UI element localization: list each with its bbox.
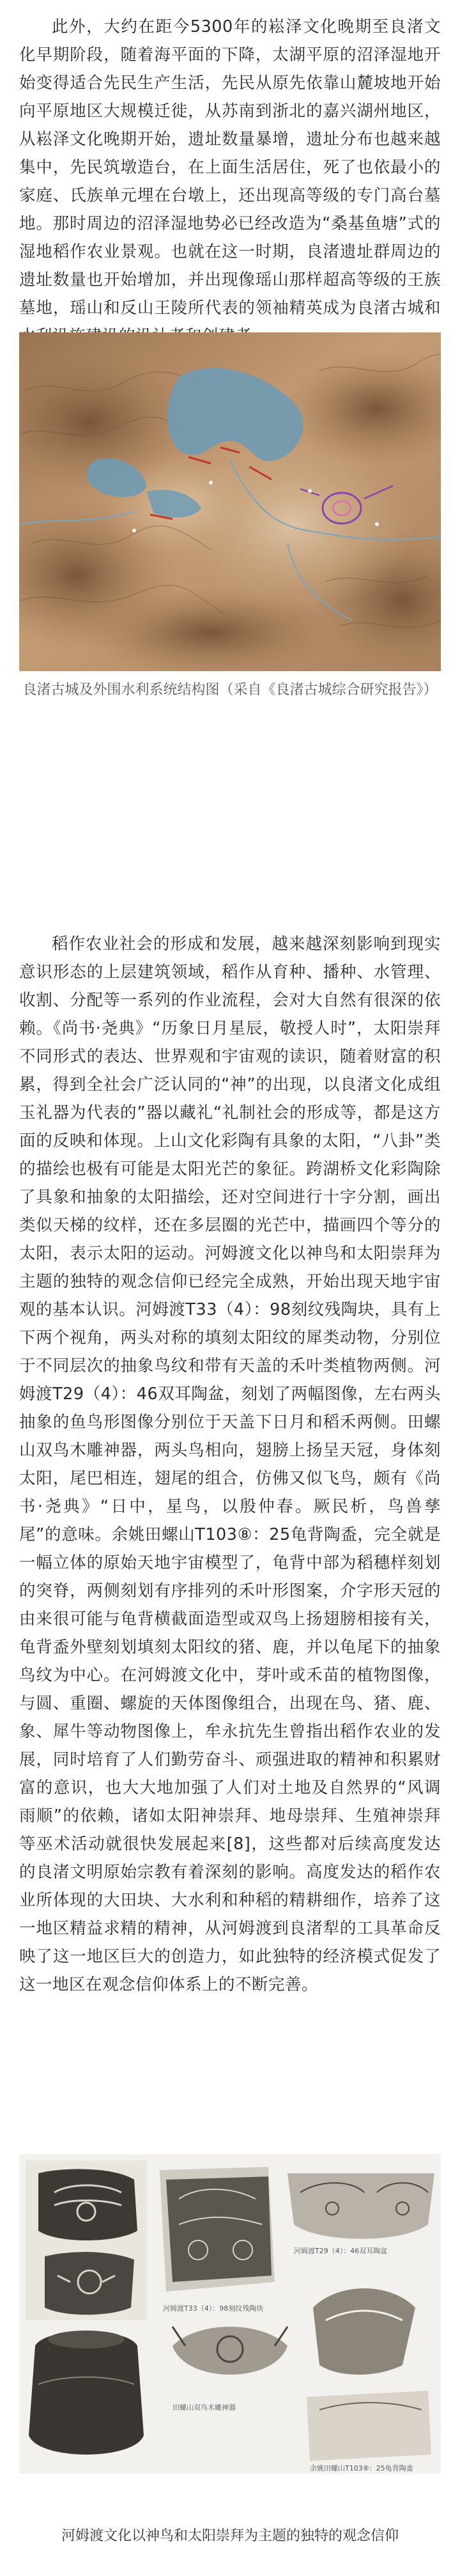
svg-text:余姚田螺山T103⑧：25龟背陶盉: 余姚田螺山T103⑧：25龟背陶盉	[310, 2464, 413, 2472]
artifacts-collage-graphic	[19, 2154, 441, 2474]
terrain-map-graphic	[19, 332, 441, 671]
hemudu-artifacts-image	[19, 2154, 441, 2474]
map-caption: 良渚古城及外围水利系统结构图（采自《良渚古城综合研究报告》）	[22, 682, 438, 698]
paragraph-rice-farming-beliefs: 稻作农业社会的形成和发展，越来越深刻影响到现实意识形态的上层建筑领域，稻作从育种、播种、水管理、收割、分配等一系列的作业流程，会对大自然有很深的依赖。《尚书·尧典》“历象日月星辰，敬授人时”，太阳崇拜不同形式的表达、世界观和宇宙观的读识，随着财富的积累，得到全社会广泛认同的“神”的出现，以良渚文化成组玉礼器为代表的”器以藏礼“礼制社会的形成等，都是这方面的反映和体现。上山文化彩陶有具象的太阳，“八卦”类的描绘也极有可能是太阳光芒的象征。跨湖桥文化彩陶除了具象和抽象的太阳描绘，还对空间进行十字分割，画出类似天梯的纹样，还在多层圈的光芒中，描画四个等分的太阳，表示太阳的运动。河姆渡文化以神鸟和太阳崇拜为主题的独特的观念信仰已经完全成熟，开始出现天地宇宙观的基本认识。河姆渡T33（4）：98刻纹残陶块，具有上下两个视角，两头对称的填刻太阳纹的犀类动物，分别位于不同层次的抽象鸟纹和带有天盖的禾叶类植物两侧。河姆渡T29（4）：46双耳陶盆，刻划了两幅图像，左右两头抽象的鱼鸟形图像分别位于天盖下日月和稻禾两侧。田螺山双鸟木雕神器，两头鸟相向，翅膀上扬呈天冠，身体刻太阳，尾巴相连，翅尾的组合，仿佛又似飞鸟，颇有《尚书·尧典》“日中，星鸟，以殷仲春。厥民析，鸟兽孳尾”的意味。余姚田螺山T103⑧：25龟背陶盉，完全就是一幅立体的原始天地宇宙模型了，龟背中部为稻穗样刻划的突脊，两侧刻划有序排列的禾叶形图案，介字形天冠的由来很可能与龟背横截面造型或双鸟上扬翅膀相接有关，龟背盉外壁刻划填刻太阳纹的猪、鹿，并以龟尾下的抽象鸟纹为中心。在河姆渡文化中，芽叶或禾苗的植物图像，与圆、重圈、螺旋的天体图像组合，出现在鸟、猪、鹿、象、犀牛等动物图像上，牟永抗先生曾指出稻作农业的发展，同时培育了人们勤劳奋斗、顽强进取的精神和积累财富的意识，也大大地加强了人们对土地及自然界的“风调雨顺”的依赖，诸如太阳神崇拜、地母崇拜、生殖神崇拜等巫术活动就很快发展起来[8]，这些都对后续高度发达的良渚文明原始宗教有着深刻的影响。高度发达的稻作农业所体现的大田块、大水利和种稻的精耕细作，培养了这一地区精益求精的精神，从河姆渡到良渚犁的工具革命反映了这一地区巨大的创造力，如此独特的经济模式促发了这一地区在观念信仰体系上的不断完善。	[19, 935, 441, 1994]
svg-text:田螺山双鸟木雕神器: 田螺山双鸟木雕神器	[172, 2403, 236, 2412]
svg-text:河姆渡T33（4）：98刻纹残陶块: 河姆渡T33（4）：98刻纹残陶块	[163, 2304, 264, 2313]
artifacts-caption: 河姆渡文化以神鸟和太阳崇拜为主题的独特的观念信仰	[61, 2528, 399, 2544]
turtle-back-pot-drawing	[29, 2331, 144, 2455]
svg-text:河姆渡T29（4）：46双耳陶盆: 河姆渡T29（4）：46双耳陶盆	[294, 2247, 388, 2255]
liangzhu-map-image	[19, 332, 441, 671]
bird-sun-sherd-drawing	[26, 2161, 147, 2320]
paragraph-liangzhu-settlement: 此外，大约在距今5300年的崧泽文化晚期至良渚文化早期阶段，随着海平面的下降，太湖平原的沼泽湿地开始变得适合先民生产生活，先民从原先依靠山麓坡地开始向平原地区大规模迁徙，从苏南到浙北的嘉兴湖州地区，从崧泽文化晚期开始，遗址数量暴增，遗址分布也越来越集中，先民筑墩造台，在上面生活居住，死了也依最小的家庭、氏族单元埋在台墩上，还出现高等级的专门高台墓地。那时周边的沼泽湿地势必已经改造为“桑基鱼塘”式的湿地稻作农业景观。也就在这一时期，良渚遗址群周边的遗址数量也开始增加，并出现像瑶山那样超高等级的王族墓地，瑶山和反山王陵所代表的领袖精英成为良渚古城和	[19, 17, 441, 318]
